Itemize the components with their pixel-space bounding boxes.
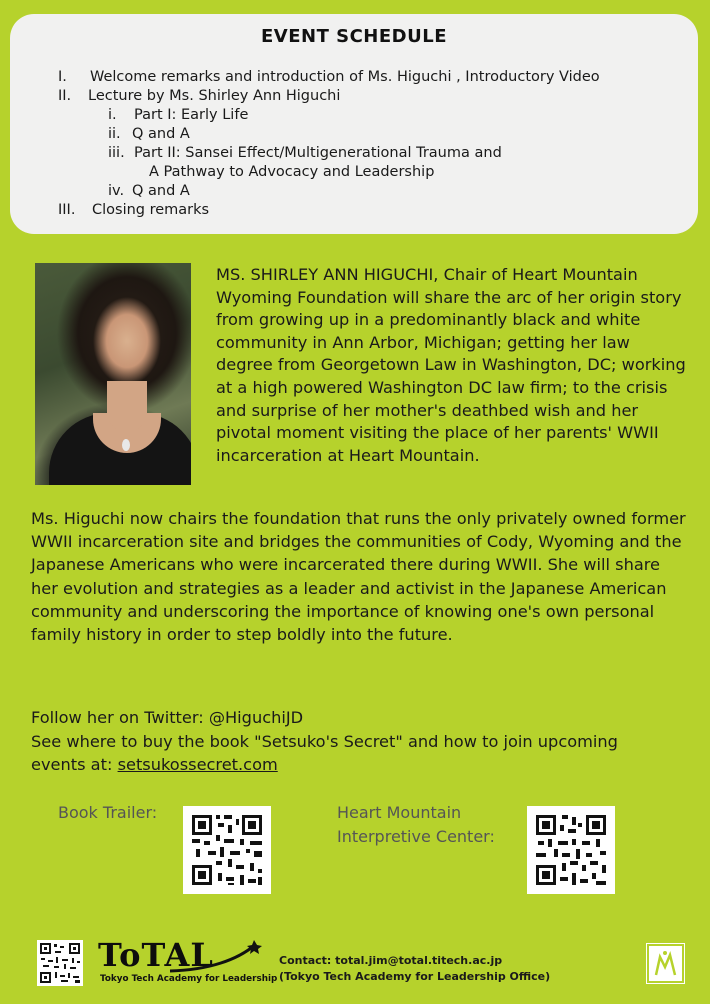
logo-wordmark: ToTAL <box>98 936 214 974</box>
schedule-subitem: iii. Part II: Sansei Effect/Multigenerational Trauma and <box>108 145 502 161</box>
schedule-subitem: i. Part I: Early Life <box>108 107 249 123</box>
contact-office-line: (Tokyo Tech Academy for Leadership Office) <box>279 970 551 983</box>
book-line: See where to buy the book "Setsuko's Secret" and how to join upcoming <box>31 731 618 751</box>
total-logo <box>98 936 278 990</box>
logo-subtitle: Tokyo Tech Academy for Leadership <box>100 974 278 984</box>
schedule-item: III. Closing remarks <box>58 202 210 218</box>
schedule-subitem-continued: A Pathway to Advocacy and Leadership <box>149 164 435 180</box>
contact-info <box>279 953 550 985</box>
logo-swoosh-icon <box>168 938 263 974</box>
book-trailer-qr-code[interactable] <box>183 806 271 894</box>
speaker-bio-details: Ms. Higuchi now chairs the foundation that runs the only privately owned former WWII incarceration site and bridges the communities of Cody, Wyoming and the Japanese Americans who were incarcerated there during WWII. She will share her evolution and strategies as a leader and activist in the Japanese American community and underscoring the importance of knowing one's own personal family history in order to step boldly into the future. <box>31 509 686 645</box>
heart-mountain-label: Heart Mountain Interpretive Center: <box>337 803 495 846</box>
schedule-subitem: ii. Q and A <box>108 126 190 142</box>
schedule-item: I. Welcome remarks and introduction of Ms. Higuchi , Introductory Video <box>58 69 600 85</box>
speaker-portrait-photo <box>35 263 191 485</box>
schedule-title: EVENT SCHEDULE <box>261 26 447 47</box>
schedule-subitem: iv. Q and A <box>108 183 190 199</box>
twitter-line: Follow her on Twitter: @HiguchiJD <box>31 708 304 727</box>
schedule-item: II. Lecture by Ms. Shirley Ann Higuchi <box>58 88 341 104</box>
event-schedule-panel <box>10 14 698 234</box>
follow-section <box>31 706 691 777</box>
footer-qr-code[interactable] <box>37 940 83 986</box>
heart-mountain-qr-code[interactable] <box>527 806 615 894</box>
events-line: events at: setsukossecret.com <box>31 755 278 774</box>
contact-email-line: Contact: total.jim@total.titech.ac.jp <box>279 954 503 967</box>
speaker-bio-intro: MS. SHIRLEY ANN HIGUCHI, Chair of Heart Mountain Wyoming Foundation will share the arc of her origin story from growing up in a predominantly black and white community in Ann Arbor, Michigan; getting her law degree from Georgetown Law in Washington, DC; working at a high powered Washington DC law firm; to the crisis and surprise of her mother's deathbed wish and her pivotal moment visiting the place of her parents' WWII incarceration at Heart Mountain. <box>216 265 686 465</box>
book-trailer-label: Book Trailer: <box>58 803 158 822</box>
website-link[interactable]: setsukossecret.com <box>117 755 278 774</box>
university-emblem-icon <box>643 940 688 987</box>
